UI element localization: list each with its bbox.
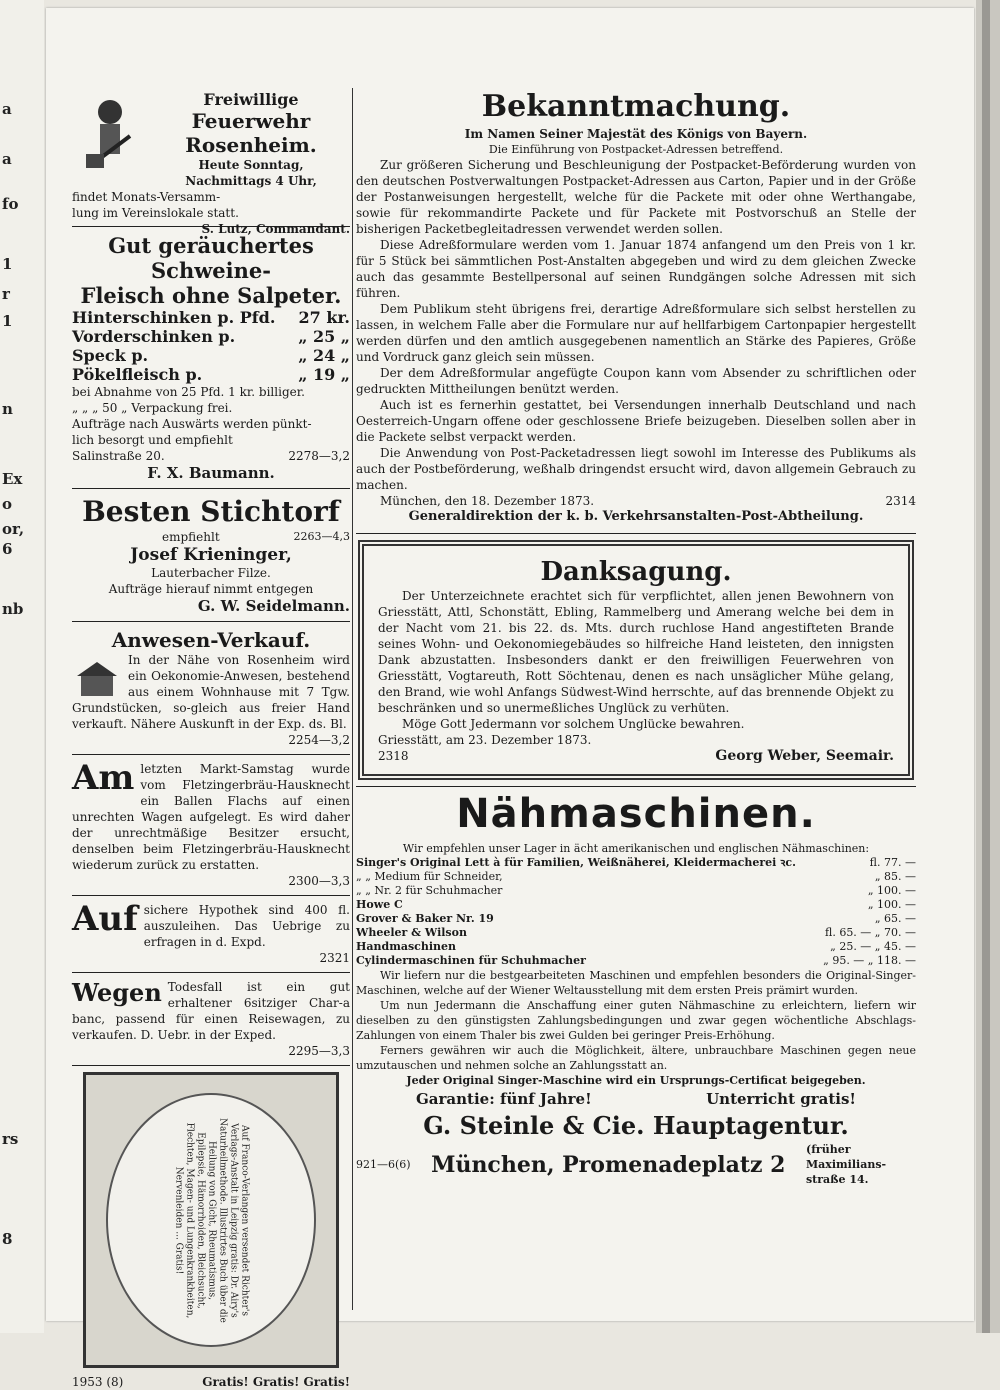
ad-line: findet Monats-Versamm- (72, 190, 221, 204)
ad-line: Wir empfehlen unser Lager in ächt amerikanischen und englischen Nähmaschinen: (402, 842, 870, 855)
ad-signature: G. W. Seidelmann. (197, 597, 350, 615)
ad-initial: Auf (72, 899, 138, 939)
ad-line: Lauterbacher Filze. (151, 566, 271, 580)
ad-paragraph: Um nun Jedermann die Anschaffung einer guten Nähmaschine zu erleichtern, liefern wir dieselben zu den günstigsten Zahlungsbedingungen und zwar gegen wöchentliche Abschlags-Zahlungen von einem Thaler bis zwei Gulden bei geringer Preis-Erhöhung. (356, 999, 916, 1042)
machine-name: Singer's Original Lett à für Familien, Weißnäherei, Kleidermacherei ꝛc. (356, 856, 796, 869)
ad-number: 2278—3,2 (288, 449, 350, 463)
ad-line: lung im Vereinslokale statt. (72, 206, 239, 220)
ad-address: München, Promenadeplatz 2 (431, 1151, 786, 1178)
notice-number: 2314 (885, 494, 916, 508)
ad-paragraph: Wir liefern nur die bestgearbeiteten Maschinen und empfehlen besonders die Original-Singer-Maschinen, welche auf der Wiener Weltausstellung mit dem ersten Preis prämirt wurden. (356, 969, 916, 997)
edge-letter: a (2, 150, 12, 168)
ad-number: 2254—3,2 (288, 733, 350, 747)
ad-am (72, 759, 350, 891)
ad-title: Nähmaschinen. (456, 791, 816, 837)
notice-signature: Georg Weber, Seemair. (715, 748, 894, 764)
notice-title: Bekanntmachung. (481, 89, 791, 124)
notice-subtitle: Im Namen Seiner Majestät des Königs von Bayern. (464, 127, 808, 141)
machine-price: „ 100. — (867, 884, 916, 897)
ad-number: 921—6(6) (356, 1158, 411, 1171)
ad-text: letzten Markt-Samstag wurde vom Fletzingerbräu-Hausknecht ein Ballen Flachs auf einen unrechten Wagen aufgelegt. Es wird daher der unrechtmäßige Besitzer ersucht, denselben beim Fletzingerbräu-Hausknecht wiederum zurück zu erstatten. (72, 762, 350, 872)
ad-lessons: Unterricht gratis! (706, 1090, 856, 1108)
ad-line: Aufträge nach Auswärts werden pünkt- (72, 417, 312, 431)
ad-number: 2295—3,3 (288, 1044, 350, 1058)
ad-gratis-oval (83, 1072, 339, 1368)
edge-letter: a (2, 100, 12, 118)
ad-line: bei Abnahme von 25 Pfd. 1 kr. billiger. (72, 385, 305, 399)
house-icon (72, 658, 122, 698)
machine-name: „ „ Nr. 2 für Schuhmacher (356, 884, 503, 897)
ad-address: Salinstraße 20. (72, 449, 165, 463)
notice-number: 2318 (378, 749, 409, 763)
price-value: „ 19 „ (298, 365, 350, 384)
notice-paragraph: Diese Adreßformulare werden vom 1. Januar 1874 anfangend um den Preis von 1 kr. für 5 Stück bei sämmtlichen Post-Anstalten abgegeben und wird zu dem gleichen Zwecke auch das gesammte Bestellpersonal auf seinen Rundgängen solche Adressen mit sich führen. (356, 238, 916, 300)
edge-letter: 1 (2, 255, 13, 273)
ad-name: Josef Krieninger, (130, 545, 292, 565)
price-item: Vorderschinken p. (72, 327, 236, 346)
price-value: 27 kr. (298, 308, 350, 327)
ad-initial: Wegen (72, 978, 162, 1007)
ad-paragraph: Ferners gewähren wir auch die Möglichkeit, ältere, unbrauchbare Maschinen gegen neue umzutauschen und nehmen solche an Zahlungsstatt an. (356, 1044, 916, 1072)
ad-title: Fleisch ohne Salpeter. (80, 283, 342, 308)
ad-title: Gut geräuchertes Schweine- (108, 233, 314, 283)
ad-signature: S. Lutz, Commandant. (201, 222, 350, 236)
ad-title: Besten Stichtorf (82, 495, 340, 528)
notice-paragraph: Auch ist es fernerhin gestattet, bei Versendungen innerhalb Deutschland und nach Oesterreich-Ungarn offene oder geschlossene Briefe beizugeben. Dieselben sollen aber in die Packete selbst verpackt werden. (356, 398, 916, 444)
right-page-edge (976, 0, 1000, 1333)
ad-signature: F. X. Baumann. (147, 464, 275, 482)
column-divider (352, 88, 353, 1310)
ad-text: sichere Hypothek sind 400 fl. auszuleihen. Das Uebrige zu erfragen in d. Expd. (143, 903, 350, 949)
left-column (72, 88, 350, 1390)
edge-letter: fo (2, 195, 19, 213)
ad-text: Auf Franco-Verlangen versendet Richter's Verlags-Anstalt in Leipzig gratis: Dr. Airy's Naturheilmethode. Illustrirtes Buch über die Heilung von Gicht, Rheumatismus, Epilepsie, Hämorrhoiden, Bleichsucht, Flechten, Magen- und Lungenkrankheiten, Nervenleiden ... Gratis! (173, 1117, 250, 1323)
notice-title: Danksagung. (540, 557, 732, 587)
right-column (356, 88, 916, 1187)
ad-naehmaschinen (356, 791, 916, 1187)
ad-footer-text: Gratis! Gratis! Gratis! (202, 1375, 350, 1389)
machine-price: fl. 65. — „ 70. — (824, 926, 916, 939)
notice-date: München, den 18. Dezember 1873. (380, 494, 595, 508)
ad-schweinefleisch (72, 231, 350, 484)
price-value: „ 24 „ (298, 346, 350, 365)
price-item: Hinterschinken p. Pfd. (72, 308, 276, 327)
machine-name: Wheeler & Wilson (356, 926, 467, 939)
ad-feuerwehr (72, 88, 350, 236)
edge-letter: Ex (2, 470, 23, 488)
machine-name: Grover & Baker Nr. 19 (356, 912, 494, 925)
ad-stichtorf (72, 493, 350, 617)
machine-name: „ „ Medium für Schneider, (356, 870, 503, 883)
edge-letter: o (2, 495, 13, 513)
ad-firm: G. Steinle & Cie. Hauptagentur. (423, 1111, 849, 1140)
edge-letter: rs (2, 1130, 19, 1148)
edge-letter: nb (2, 600, 24, 618)
ad-number: 2263—4,3 (293, 530, 350, 543)
machine-price: „ 100. — (867, 898, 916, 911)
price-value: „ 25 „ (298, 327, 350, 346)
left-page-edge (0, 0, 44, 1333)
ad-number: 2321 (319, 951, 350, 965)
notice-danksagung (358, 540, 914, 780)
ad-line: empfiehlt (162, 530, 220, 544)
notice-paragraph: Zur größeren Sicherung und Beschleunigung der Postpacket-Beförderung wurden von den deutschen Postverwaltungen Postpacket-Adressen aus Carton, Papier und in der Größe der Postanweisungen hergestellt, welche für die Packete mit oder ohne Werthangabe, sowie für rekommandirte Packete und für Packete mit Postvorschuß an Stelle der bisherigen Packetbegleitadressen verwendet werden sollen. (356, 158, 916, 236)
machine-name: Cylindermaschinen für Schuhmacher (356, 954, 586, 967)
machine-price: „ 25. — „ 45. — (830, 940, 916, 953)
notice-date: Griesstätt, am 23. Dezember 1873. (378, 733, 592, 747)
fireman-icon (80, 96, 140, 176)
ad-title: Freiwillige (203, 90, 299, 109)
ad-paragraph: Jeder Original Singer-Maschine wird ein Ursprungs-Certificat beigegeben. (406, 1074, 866, 1087)
ad-line: lich besorgt und empfiehlt (72, 433, 233, 447)
price-item: Speck p. (72, 346, 149, 365)
notice-paragraph: Die Anwendung von Post-Packetadressen liegt sowohl im Interesse des Publikums als auch der Postbeförderung, weßhalb dringendst ersucht wird, davon allgemein Gebrauch zu machen. (356, 446, 916, 492)
notice-signature: Generaldirektion der k. b. Verkehrsanstalten-Post-Abtheilung. (408, 509, 864, 524)
notice-paragraph: Der Unterzeichnete erachtet sich für verpflichtet, allen jenen Bewohnern von Griesstätt, Attl, Schonstätt, Ebling, Rammelberg und Amerang welche bei dem in der Nacht vom 21. bis 22. ds. Mts. durch ruchlose Hand angestifteten Brande seines Wohn- und Oekonomiegebäudes so hilfreiche Hand leisteten, den innigsten Dank abzustatten. Insbesonders dankt er den freiwilligen Feuerwehren von Griesstätt, Vogtareuth, Rott Söchtenau, denen es nach unsäglicher Mühe gelang, den Brand, wie wohl Anfangs Südwest-Wind herrschte, auf das brennende Objekt zu beschränken und so unermeßliches Unglück zu verhüten. (378, 589, 894, 715)
machine-name: Howe C (356, 898, 403, 911)
edge-letter: 1 (2, 312, 13, 330)
ad-number: 2300—3,3 (288, 874, 350, 888)
ad-wegen (72, 977, 350, 1061)
machine-price: „ 95. — „ 118. — (823, 954, 916, 967)
ad-line: Heute Sonntag, (198, 158, 304, 172)
ad-title: Feuerwehr Rosenheim. (185, 109, 317, 157)
ad-line: „ „ „ 50 „ Verpackung frei. (72, 401, 233, 415)
edge-letter: or, (2, 520, 25, 538)
machine-name: Handmaschinen (356, 940, 457, 953)
notice-paragraph: Der dem Adreßformular angefügte Coupon kann vom Absender zu schriftlichen oder gedruckten Mittheilungen benützt werden. (356, 366, 916, 396)
ad-guarantee: Garantie: fünf Jahre! (416, 1090, 592, 1108)
machine-price: „ 85. — (874, 870, 916, 883)
ad-address-note: (früher Maximilians-straße 14. (805, 1143, 887, 1186)
ad-text: In der Nähe von Rosenheim wird ein Oekonomie-Anwesen, bestehend aus einem Wohnhause mit 7 Tgw. Grundstücken, so-gleich aus freier Hand verkauft. Nähere Auskunft in der Exp. ds. Bl. (72, 653, 350, 731)
ad-anwesen (72, 626, 350, 750)
machine-price: fl. 77. — (869, 856, 916, 869)
ad-initial: Am (72, 758, 135, 798)
edge-letter: 8 (2, 1230, 13, 1248)
machine-price: „ 65. — (874, 912, 916, 925)
price-item: Pökelfleisch p. (72, 365, 203, 384)
ad-title: Anwesen-Verkauf. (111, 628, 311, 652)
notice-bekanntmachung (356, 88, 916, 525)
ad-text: Todesfall ist ein gut erhaltener 6sitziger Char-a banc, passend für einen Reisewagen, zu verkaufen. D. Uebr. in der Exped. (72, 980, 350, 1042)
ad-line: Aufträge hierauf nimmt entgegen (108, 582, 314, 596)
notice-line: Möge Gott Jedermann vor solchem Unglücke bewahren. (402, 717, 745, 731)
edge-letter: 6 (2, 540, 13, 558)
notice-paragraph: Dem Publikum steht übrigens frei, derartige Adreßformulare sich selbst herstellen zu lassen, in welchem Falle aber die Formulare nur auf hellfarbigem Cartonpapier hergestellt werden dürfen und den amtlich ausgegebenen namentlich an Stärke des Papieres, Größe und Vordruck ganz gleich sein müssen. (356, 302, 916, 364)
ad-auf (72, 900, 350, 968)
edge-letter: r (2, 285, 10, 303)
edge-letter: n (2, 400, 13, 418)
ad-number: 1953 (8) (72, 1375, 124, 1389)
ad-line: Nachmittags 4 Uhr, (185, 174, 317, 188)
notice-subject: Die Einführung von Postpacket-Adressen betreffend. (488, 143, 784, 156)
